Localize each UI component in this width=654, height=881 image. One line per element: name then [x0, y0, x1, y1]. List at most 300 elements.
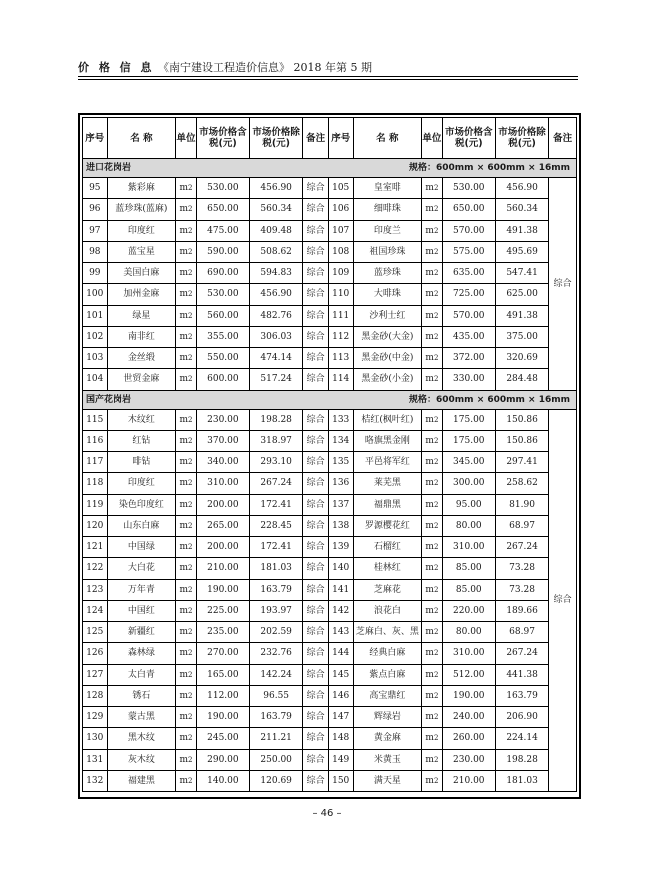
row-price-notax: 232.76	[250, 643, 303, 664]
row-price-tax: 512.00	[442, 664, 495, 685]
row-price-tax: 725.00	[442, 284, 495, 305]
unit-text: $m^2$	[425, 310, 439, 321]
row-unit	[176, 452, 196, 473]
superscript: 2	[433, 628, 439, 637]
row-price-tax: 190.00	[196, 707, 249, 728]
row-name: 紫点白麻	[353, 664, 422, 685]
row-seq: 103	[83, 348, 108, 369]
row-price-tax: 80.00	[442, 515, 495, 536]
row-unit	[176, 220, 196, 241]
col-price-notax: 市场价格除税(元)	[250, 118, 303, 159]
row-price-notax: 258.62	[495, 473, 548, 494]
unit-text: $m^2$	[425, 414, 439, 425]
superscript: 2	[433, 458, 439, 467]
row-price-tax: 85.00	[442, 579, 495, 600]
row-seq: 118	[83, 473, 108, 494]
row-name: 染色印度红	[107, 494, 176, 515]
row-price-tax: 230.00	[196, 409, 249, 430]
row-seq: 126	[83, 643, 108, 664]
table-row	[83, 707, 577, 728]
row-unit	[422, 770, 442, 791]
row-unit	[422, 728, 442, 749]
superscript: 2	[433, 205, 439, 214]
superscript: 2	[188, 543, 193, 552]
row-price-tax: 690.00	[196, 263, 249, 284]
col-price-tax: 市场价格含税(元)	[196, 118, 249, 159]
row-seq: 117	[83, 452, 108, 473]
unit-text: $m^2$	[425, 627, 439, 638]
row-price-notax: 150.86	[495, 430, 548, 451]
row-note: 综合	[303, 178, 329, 199]
row-price-tax: 95.00	[442, 494, 495, 515]
row-price-notax: 198.28	[495, 749, 548, 770]
row-unit	[422, 284, 442, 305]
superscript: 2	[188, 332, 193, 341]
unit-text: $m^2$	[425, 268, 439, 279]
unit-text: $m^2$	[179, 627, 193, 638]
unit-text: $m^2$	[179, 353, 193, 364]
row-name: 芝麻花	[353, 579, 422, 600]
col-name: 名 称	[353, 118, 422, 159]
row-price-notax: 320.69	[495, 348, 548, 369]
row-name: 平邑将军红	[353, 452, 422, 473]
row-price-notax: 120.69	[250, 770, 303, 791]
row-name: 木纹红	[107, 409, 176, 430]
row-seq: 146	[328, 685, 353, 706]
superscript: 2	[188, 755, 193, 764]
table-row	[83, 199, 577, 220]
superscript: 2	[188, 670, 193, 679]
row-seq: 113	[328, 348, 353, 369]
row-note: 综合	[303, 728, 329, 749]
row-price-notax: 68.97	[495, 622, 548, 643]
row-price-notax: 189.66	[495, 600, 548, 621]
row-price-notax: 211.21	[250, 728, 303, 749]
row-price-notax: 68.97	[495, 515, 548, 536]
superscript: 2	[433, 436, 439, 445]
unit-text: $m^2$	[179, 605, 193, 616]
row-name: 沙利士红	[353, 305, 422, 326]
superscript: 2	[188, 269, 193, 278]
unit-text: $m^2$	[179, 331, 193, 342]
row-price-notax: 202.59	[250, 622, 303, 643]
unit-text: $m^2$	[425, 542, 439, 553]
table-row	[83, 326, 577, 347]
row-price-notax: 456.90	[250, 178, 303, 199]
row-price-tax: 225.00	[196, 600, 249, 621]
row-seq: 149	[328, 749, 353, 770]
unit-text: $m^2$	[425, 669, 439, 680]
row-unit	[176, 537, 196, 558]
table-row	[83, 348, 577, 369]
table-row	[83, 622, 577, 643]
section-title: 进口花岗岩	[86, 163, 132, 173]
row-price-notax: 306.03	[250, 326, 303, 347]
unit-text: $m^2$	[425, 435, 439, 446]
row-unit	[176, 664, 196, 685]
unit-text: $m^2$	[179, 520, 193, 531]
row-unit	[422, 494, 442, 515]
table-row	[83, 664, 577, 685]
row-note: 综合	[303, 430, 329, 451]
row-price-notax: 267.24	[495, 537, 548, 558]
row-seq: 115	[83, 409, 108, 430]
row-price-tax: 220.00	[442, 600, 495, 621]
row-name: 石榴红	[353, 537, 422, 558]
unit-text: $m^2$	[425, 331, 439, 342]
col-unit: 单位	[176, 118, 196, 159]
table-row	[83, 473, 577, 494]
row-price-tax: 530.00	[196, 284, 249, 305]
row-name: 紫彩麻	[107, 178, 176, 199]
row-unit	[176, 622, 196, 643]
row-name: 山东白麻	[107, 515, 176, 536]
row-unit	[176, 643, 196, 664]
row-unit	[422, 452, 442, 473]
row-unit	[176, 326, 196, 347]
table-row	[83, 558, 577, 579]
row-unit	[422, 220, 442, 241]
row-price-tax: 235.00	[196, 622, 249, 643]
row-unit	[422, 685, 442, 706]
row-unit	[422, 622, 442, 643]
unit-text: $m^2$	[425, 289, 439, 300]
superscript: 2	[188, 184, 193, 193]
row-name: 黄金麻	[353, 728, 422, 749]
row-price-tax: 650.00	[442, 199, 495, 220]
row-price-notax: 508.62	[250, 241, 303, 262]
unit-text: $m^2$	[179, 204, 193, 215]
row-seq: 147	[328, 707, 353, 728]
row-name: 蓝宝星	[107, 241, 176, 262]
unit-text: $m^2$	[425, 246, 439, 257]
table-row	[83, 728, 577, 749]
superscript: 2	[433, 713, 439, 722]
superscript: 2	[433, 375, 439, 384]
row-seq: 107	[328, 220, 353, 241]
row-seq: 119	[83, 494, 108, 515]
row-note: 综合	[303, 305, 329, 326]
row-unit	[176, 241, 196, 262]
row-price-notax: 163.79	[250, 579, 303, 600]
row-seq: 114	[328, 369, 353, 390]
superscript: 2	[433, 415, 439, 424]
superscript: 2	[188, 205, 193, 214]
row-seq: 136	[328, 473, 353, 494]
row-price-tax: 600.00	[196, 369, 249, 390]
row-unit	[422, 178, 442, 199]
row-name: 福建黑	[107, 770, 176, 791]
row-price-tax: 270.00	[196, 643, 249, 664]
table-header-row	[83, 118, 577, 159]
row-note: 综合	[303, 241, 329, 262]
superscript: 2	[433, 500, 439, 509]
row-price-tax: 310.00	[442, 537, 495, 558]
unit-text: $m^2$	[179, 499, 193, 510]
table-row	[83, 749, 577, 770]
row-name: 芝麻白、灰、黑	[353, 622, 422, 643]
table-row	[83, 263, 577, 284]
section-title: 国产花岗岩	[86, 394, 132, 405]
row-unit	[422, 643, 442, 664]
superscript: 2	[188, 521, 193, 530]
unit-text: $m^2$	[179, 457, 193, 468]
superscript: 2	[188, 415, 193, 424]
row-price-notax: 172.41	[250, 494, 303, 515]
row-price-tax: 340.00	[196, 452, 249, 473]
row-seq: 125	[83, 622, 108, 643]
superscript: 2	[188, 436, 193, 445]
row-unit	[422, 305, 442, 326]
col-note: 备注	[303, 118, 329, 159]
row-seq: 120	[83, 515, 108, 536]
row-seq: 134	[328, 430, 353, 451]
row-name: 锈石	[107, 685, 176, 706]
row-price-notax: 318.97	[250, 430, 303, 451]
row-seq: 123	[83, 579, 108, 600]
row-price-tax: 260.00	[442, 728, 495, 749]
row-seq: 132	[83, 770, 108, 791]
superscript: 2	[188, 226, 193, 235]
superscript: 2	[188, 585, 193, 594]
unit-text: $m^2$	[179, 268, 193, 279]
row-note: 综合	[303, 369, 329, 390]
row-price-notax: 73.28	[495, 558, 548, 579]
unit-text: $m^2$	[425, 584, 439, 595]
row-unit	[422, 409, 442, 430]
row-name: 黑金砂(中金)	[353, 348, 422, 369]
unit-text: $m^2$	[179, 669, 193, 680]
superscript: 2	[433, 564, 439, 573]
unit-text: $m^2$	[179, 584, 193, 595]
col-name: 名 称	[107, 118, 176, 159]
superscript: 2	[433, 479, 439, 488]
row-unit	[176, 263, 196, 284]
row-name: 浪花白	[353, 600, 422, 621]
row-price-tax: 112.00	[196, 685, 249, 706]
row-seq: 116	[83, 430, 108, 451]
table-row	[83, 409, 577, 430]
col-seq: 序号	[83, 118, 108, 159]
unit-text: $m^2$	[425, 520, 439, 531]
superscript: 2	[188, 311, 193, 320]
row-price-tax: 530.00	[442, 178, 495, 199]
row-price-tax: 290.00	[196, 749, 249, 770]
row-name: 祖国珍珠	[353, 241, 422, 262]
superscript: 2	[188, 375, 193, 384]
table-row	[83, 220, 577, 241]
row-price-notax: 594.83	[250, 263, 303, 284]
superscript: 2	[188, 628, 193, 637]
unit-text: $m^2$	[425, 648, 439, 659]
row-seq: 139	[328, 537, 353, 558]
row-unit	[422, 515, 442, 536]
table-body	[83, 159, 577, 792]
unit-text: $m^2$	[179, 435, 193, 446]
row-name: 黑金砂(大金)	[353, 326, 422, 347]
row-seq: 112	[328, 326, 353, 347]
section-header	[83, 390, 577, 409]
row-seq: 100	[83, 284, 108, 305]
unit-text: $m^2$	[425, 754, 439, 765]
row-unit	[176, 305, 196, 326]
superscript: 2	[188, 691, 193, 700]
row-unit	[176, 473, 196, 494]
row-seq: 142	[328, 600, 353, 621]
unit-text: $m^2$	[425, 499, 439, 510]
row-unit	[422, 600, 442, 621]
superscript: 2	[433, 311, 439, 320]
row-price-tax: 570.00	[442, 305, 495, 326]
row-price-notax: 81.90	[495, 494, 548, 515]
row-seq: 140	[328, 558, 353, 579]
unit-text: $m^2$	[425, 733, 439, 744]
unit-text: $m^2$	[425, 457, 439, 468]
superscript: 2	[433, 226, 439, 235]
unit-text: $m^2$	[425, 563, 439, 574]
row-seq: 133	[328, 409, 353, 430]
superscript: 2	[433, 585, 439, 594]
row-note: 综合	[303, 685, 329, 706]
unit-text: $m^2$	[425, 690, 439, 701]
row-price-notax: 297.41	[495, 452, 548, 473]
row-unit	[176, 430, 196, 451]
unit-text: $m^2$	[179, 246, 193, 257]
superscript: 2	[433, 290, 439, 299]
row-price-notax: 456.90	[250, 284, 303, 305]
row-seq: 97	[83, 220, 108, 241]
row-price-tax: 435.00	[442, 326, 495, 347]
row-price-tax: 560.00	[196, 305, 249, 326]
unit-text: $m^2$	[179, 754, 193, 765]
row-seq: 121	[83, 537, 108, 558]
row-seq: 138	[328, 515, 353, 536]
row-price-tax: 175.00	[442, 430, 495, 451]
row-price-notax: 206.90	[495, 707, 548, 728]
row-name: 桔红(枫叶红)	[353, 409, 422, 430]
row-price-tax: 530.00	[196, 178, 249, 199]
row-price-notax: 517.24	[250, 369, 303, 390]
row-name: 南非红	[107, 326, 176, 347]
row-price-notax: 547.41	[495, 263, 548, 284]
row-unit	[422, 326, 442, 347]
superscript: 2	[188, 479, 193, 488]
row-price-tax: 590.00	[196, 241, 249, 262]
table-row	[83, 579, 577, 600]
row-price-tax: 475.00	[196, 220, 249, 241]
row-name: 桂林红	[353, 558, 422, 579]
row-price-notax: 250.00	[250, 749, 303, 770]
table-row	[83, 430, 577, 451]
row-name: 大白花	[107, 558, 176, 579]
row-price-tax: 355.00	[196, 326, 249, 347]
row-note: 综合	[303, 749, 329, 770]
row-name: 罗源樱花红	[353, 515, 422, 536]
row-unit	[176, 369, 196, 390]
row-unit	[422, 707, 442, 728]
row-note: 综合	[303, 284, 329, 305]
row-seq: 108	[328, 241, 353, 262]
row-note: 综合	[303, 348, 329, 369]
row-name: 蒙古黑	[107, 707, 176, 728]
row-seq: 131	[83, 749, 108, 770]
unit-text: $m^2$	[425, 374, 439, 385]
merged-note: 综合	[549, 178, 577, 391]
col-price-tax: 市场价格含税(元)	[442, 118, 495, 159]
row-price-tax: 210.00	[442, 770, 495, 791]
row-price-notax: 142.24	[250, 664, 303, 685]
row-unit	[176, 579, 196, 600]
row-price-tax: 85.00	[442, 558, 495, 579]
row-price-tax: 175.00	[442, 409, 495, 430]
row-name: 蓝珍珠(蓝麻)	[107, 199, 176, 220]
col-price-notax: 市场价格除税(元)	[495, 118, 548, 159]
row-name: 蓝珍珠	[353, 263, 422, 284]
row-unit	[422, 430, 442, 451]
unit-text: $m^2$	[179, 289, 193, 300]
row-price-notax: 224.14	[495, 728, 548, 749]
row-seq: 110	[328, 284, 353, 305]
row-unit	[422, 241, 442, 262]
superscript: 2	[433, 269, 439, 278]
row-name: 印度红	[107, 473, 176, 494]
row-unit	[176, 284, 196, 305]
col-seq: 序号	[328, 118, 353, 159]
header-rule-thin	[78, 79, 578, 80]
row-note: 综合	[303, 558, 329, 579]
row-name: 世贸金麻	[107, 369, 176, 390]
row-seq: 137	[328, 494, 353, 515]
superscript: 2	[433, 606, 439, 615]
unit-text: $m^2$	[179, 414, 193, 425]
row-price-notax: 181.03	[250, 558, 303, 579]
row-unit	[176, 515, 196, 536]
row-note: 综合	[303, 409, 329, 430]
unit-text: $m^2$	[179, 478, 193, 489]
row-price-notax: 228.45	[250, 515, 303, 536]
row-price-notax: 96.55	[250, 685, 303, 706]
superscript: 2	[188, 606, 193, 615]
row-note: 综合	[303, 263, 329, 284]
row-name: 大啡珠	[353, 284, 422, 305]
unit-text: $m^2$	[179, 183, 193, 194]
merged-note: 综合	[549, 409, 577, 792]
row-unit	[422, 263, 442, 284]
section-header	[83, 159, 577, 178]
row-seq: 145	[328, 664, 353, 685]
row-price-notax: 491.38	[495, 305, 548, 326]
row-note: 综合	[303, 622, 329, 643]
row-seq: 124	[83, 600, 108, 621]
superscript: 2	[188, 713, 193, 722]
price-table	[82, 117, 577, 792]
row-name: 印度红	[107, 220, 176, 241]
row-price-notax: 456.90	[495, 178, 548, 199]
row-name: 红钻	[107, 430, 176, 451]
row-seq: 141	[328, 579, 353, 600]
row-price-notax: 198.28	[250, 409, 303, 430]
row-name: 啡钻	[107, 452, 176, 473]
row-price-notax: 267.24	[495, 643, 548, 664]
row-note: 综合	[303, 515, 329, 536]
col-unit: 单位	[422, 118, 442, 159]
superscript: 2	[433, 184, 439, 193]
row-price-notax: 375.00	[495, 326, 548, 347]
row-seq: 127	[83, 664, 108, 685]
row-seq: 99	[83, 263, 108, 284]
unit-text: $m^2$	[179, 648, 193, 659]
row-note: 综合	[303, 770, 329, 791]
